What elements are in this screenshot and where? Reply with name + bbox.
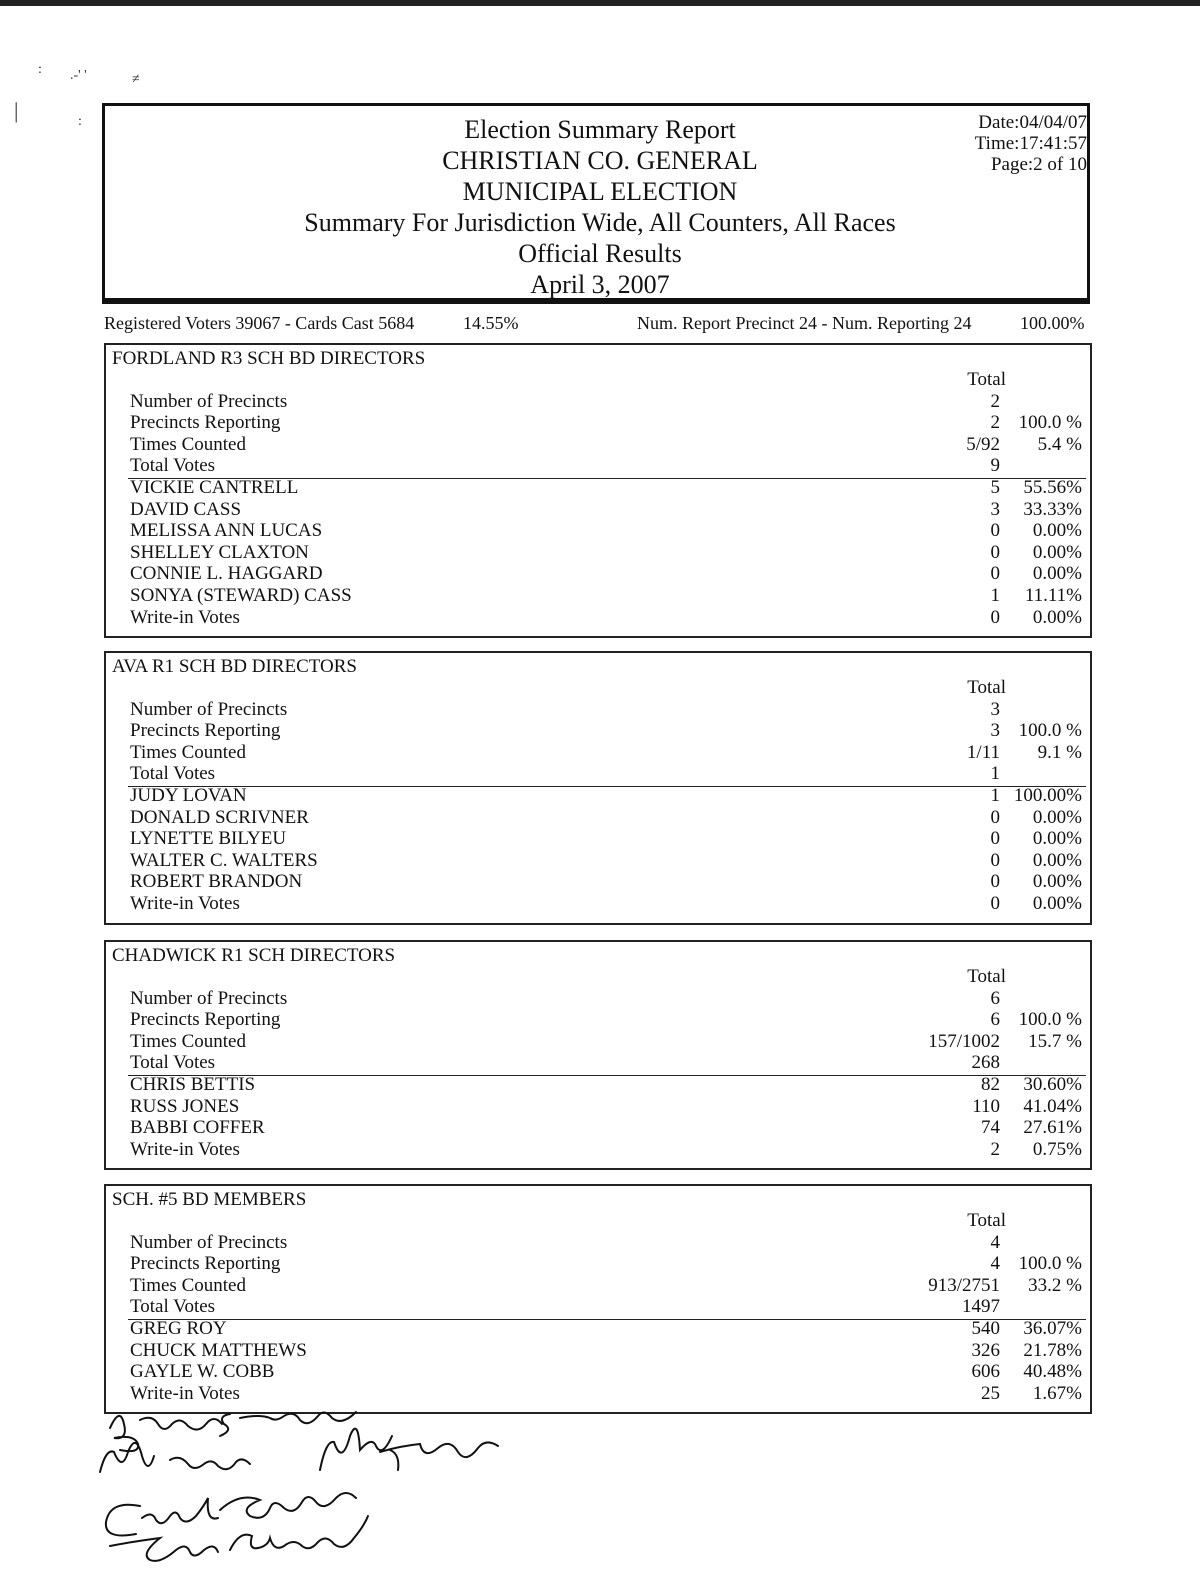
title-line: Election Summary Report [464,115,736,144]
candidate-votes: 110 [972,1095,1000,1117]
stat-label: Times Counted [130,741,246,763]
candidate-percent: 1.67% [1032,1382,1082,1404]
candidate-percent: 0.00% [1032,828,1082,850]
candidate-row [130,542,1086,564]
candidate-name: CHUCK MATTHEWS [130,1339,307,1361]
report-meta [975,112,1087,175]
candidate-row [130,1117,1086,1139]
candidate-percent: 30.60% [1023,1074,1082,1095]
stat-label: Total Votes [130,1296,216,1318]
race-section [104,651,1092,925]
stat-label: Number of Precincts [130,390,288,412]
report-date: Date:04/04/07 [978,112,1087,133]
stat-value: 5/92 [966,433,1000,455]
candidate-row [130,893,1086,915]
candidate-votes: 606 [971,1361,1000,1383]
stat-row [130,742,1086,764]
stat-value: 1/11 [966,741,1000,763]
stat-label: Precincts Reporting [130,1009,281,1031]
stat-row [130,720,1086,742]
candidate-name: ROBERT BRANDON [130,871,303,893]
stat-row [130,412,1086,434]
candidate-votes: 0 [990,606,1000,628]
stat-percent: 100.0 % [1018,1253,1082,1275]
candidate-row [130,785,1086,807]
candidate-row [130,1096,1086,1118]
total-header-label: Total [967,966,1006,987]
stat-percent: 100.0 % [1018,412,1082,434]
stat-label: Total Votes [130,763,216,785]
candidate-percent: 0.00% [1032,563,1082,585]
candidate-votes: 0 [990,563,1000,585]
stat-label: Total Votes [130,1052,216,1074]
candidate-name: LYNETTE BILYEU [130,828,287,850]
candidate-votes: 0 [990,871,1000,893]
stat-value: 157/1002 [928,1030,1000,1052]
candidate-percent: 0.00% [1032,541,1082,563]
candidate-percent: 0.00% [1032,849,1082,871]
title-line: April 3, 2007 [530,270,670,299]
total-header-label: Total [967,677,1006,698]
stat-label: Number of Precincts [130,987,288,1009]
stat-row [130,455,1086,477]
candidate-row [130,585,1086,607]
candidate-row [130,850,1086,872]
candidate-percent: 40.48% [1023,1361,1082,1383]
candidate-percent: 11.11% [1024,585,1082,606]
candidate-votes: 3 [990,498,1000,520]
signature-1 [110,1412,356,1451]
title-line: CHRISTIAN CO. GENERAL [442,146,758,175]
candidate-percent: 41.04% [1023,1095,1082,1117]
candidate-name: DONALD SCRIVNER [130,806,309,828]
stat-percent: 100.0 % [1018,720,1082,742]
candidate-name: CHRIS BETTIS [130,1074,256,1095]
stat-row [130,763,1086,785]
race-section [104,343,1092,638]
candidate-row [130,499,1086,521]
signature-3 [106,1493,356,1536]
candidate-name: Write-in Votes [130,893,240,914]
stat-label: Number of Precincts [130,1231,288,1253]
candidate-percent: 21.78% [1023,1339,1082,1361]
stat-value: 3 [990,698,1000,720]
candidate-votes: 25 [981,1382,1000,1404]
candidate-percent: 100.00% [1013,785,1082,806]
stat-label: Total Votes [130,455,216,477]
race-title: FORDLAND R3 SCH BD DIRECTORS [112,348,426,369]
candidate-name: Write-in Votes [130,1382,240,1404]
candidate-row [130,807,1086,829]
total-header-label: Total [967,369,1006,390]
stat-value: 3 [990,720,1000,742]
title-line: Summary For Jurisdiction Wide, All Counters, All Races [304,208,896,237]
candidate-row [130,1139,1086,1161]
race-title: CHADWICK R1 SCH DIRECTORS [112,945,396,966]
precincts-reporting-percent: 100.00% [1020,313,1085,333]
candidate-votes: 0 [990,893,1000,914]
candidate-row [130,828,1086,850]
report-time: Time:17:41:57 [974,133,1087,154]
stat-value: 4 [990,1253,1000,1275]
candidate-name: WALTER C. WALTERS [130,849,318,871]
stat-row [130,434,1086,456]
stat-label: Precincts Reporting [130,412,281,434]
stat-value: 268 [971,1052,1000,1074]
stat-value: 1 [990,763,1000,785]
stat-percent: 33.2 % [1028,1274,1082,1296]
signatures [80,1400,560,1570]
candidate-row [130,1340,1086,1362]
title-line: MUNICIPAL ELECTION [462,177,738,206]
candidate-votes: 82 [981,1074,1000,1095]
stat-percent: 15.7 % [1028,1030,1082,1052]
stat-value: 4 [990,1231,1000,1253]
report-header [102,103,1090,304]
stat-label: Precincts Reporting [130,720,281,742]
candidate-name: DAVID CASS [130,498,242,520]
stat-percent: 5.4 % [1037,433,1082,455]
stat-row [130,1052,1086,1074]
candidate-votes: 326 [971,1339,1000,1361]
precincts-reporting-summary: Num. Report Precinct 24 - Num. Reporting 24 [637,313,972,333]
scan-edge [0,0,1200,6]
race-title: AVA R1 SCH BD DIRECTORS [112,656,357,677]
candidate-percent: 0.00% [1032,520,1082,542]
stat-value: 1497 [962,1296,1000,1318]
candidate-name: JUDY LOVAN [130,785,247,806]
report-title [105,114,1095,300]
candidate-row [130,607,1086,629]
stat-label: Number of Precincts [130,698,288,720]
candidate-votes: 1 [990,585,1000,606]
stat-row [130,1232,1086,1254]
stat-row [130,1296,1086,1318]
candidate-name: VICKIE CANTRELL [130,477,299,498]
candidate-name: CONNIE L. HAGGARD [130,563,323,585]
candidate-name: BABBI COFFER [130,1117,265,1139]
stat-value: 6 [990,1009,1000,1031]
stat-row [130,1275,1086,1297]
stat-percent: 9.1 % [1037,741,1082,763]
candidate-name: Write-in Votes [130,606,240,628]
candidate-votes: 1 [990,785,1000,806]
candidate-row [130,871,1086,893]
signature-4 [110,1516,368,1561]
stat-value: 6 [990,987,1000,1009]
candidate-name: SHELLEY CLAXTON [130,541,309,563]
candidate-percent: 0.00% [1032,806,1082,828]
candidate-name: Write-in Votes [130,1138,240,1160]
candidate-votes: 0 [990,849,1000,871]
candidate-name: GAYLE W. COBB [130,1361,275,1383]
stat-value: 2 [990,412,1000,434]
candidate-percent: 36.07% [1023,1318,1082,1339]
stat-percent: 100.0 % [1018,1009,1082,1031]
candidate-row [130,1074,1086,1096]
total-column-header [130,677,1086,699]
candidate-row [130,1318,1086,1340]
candidate-votes: 540 [971,1318,1000,1339]
signature-2 [100,1429,498,1472]
title-line: Official Results [518,239,682,268]
candidate-votes: 5 [990,477,1000,498]
stat-label: Times Counted [130,433,246,455]
candidate-votes: 0 [990,520,1000,542]
total-header-label: Total [967,1210,1006,1231]
total-column-header [130,369,1086,391]
turnout-percent: 14.55% [463,313,519,333]
stat-value: 9 [990,455,1000,477]
candidate-percent: 27.61% [1023,1117,1082,1139]
stat-value: 2 [990,390,1000,412]
total-column-header [130,1210,1086,1232]
candidate-percent: 0.00% [1032,606,1082,628]
stat-value: 913/2751 [928,1274,1000,1296]
race-section [104,1184,1092,1414]
candidate-votes: 0 [990,806,1000,828]
race-section [104,940,1092,1170]
candidate-row [130,1361,1086,1383]
candidate-percent: 33.33% [1023,498,1082,520]
candidate-votes: 74 [981,1117,1000,1139]
race-title: SCH. #5 BD MEMBERS [112,1189,307,1210]
total-column-header [130,966,1086,988]
candidate-row [130,477,1086,499]
candidate-percent: 55.56% [1023,477,1082,498]
candidate-votes: 2 [990,1138,1000,1160]
candidate-row [130,520,1086,542]
candidate-percent: 0.75% [1032,1138,1082,1160]
candidate-row [130,563,1086,585]
candidate-percent: 0.00% [1032,893,1082,914]
candidate-name: GREG ROY [130,1318,227,1339]
stat-row [130,988,1086,1010]
stat-row [130,1253,1086,1275]
candidate-name: RUSS JONES [130,1095,240,1117]
stat-label: Times Counted [130,1274,246,1296]
stat-row [130,1009,1086,1031]
stat-row [130,1031,1086,1053]
candidate-percent: 0.00% [1032,871,1082,893]
stat-label: Precincts Reporting [130,1253,281,1275]
candidate-name: MELISSA ANN LUCAS [130,520,323,542]
stat-row [130,699,1086,721]
candidate-votes: 0 [990,541,1000,563]
stat-label: Times Counted [130,1030,246,1052]
stat-row [130,391,1086,413]
registered-voters: Registered Voters 39067 - Cards Cast 5684 [104,313,415,333]
candidate-name: SONYA (STEWARD) CASS [130,585,352,606]
report-page: Page:2 of 10 [990,154,1087,175]
candidate-votes: 0 [990,828,1000,850]
